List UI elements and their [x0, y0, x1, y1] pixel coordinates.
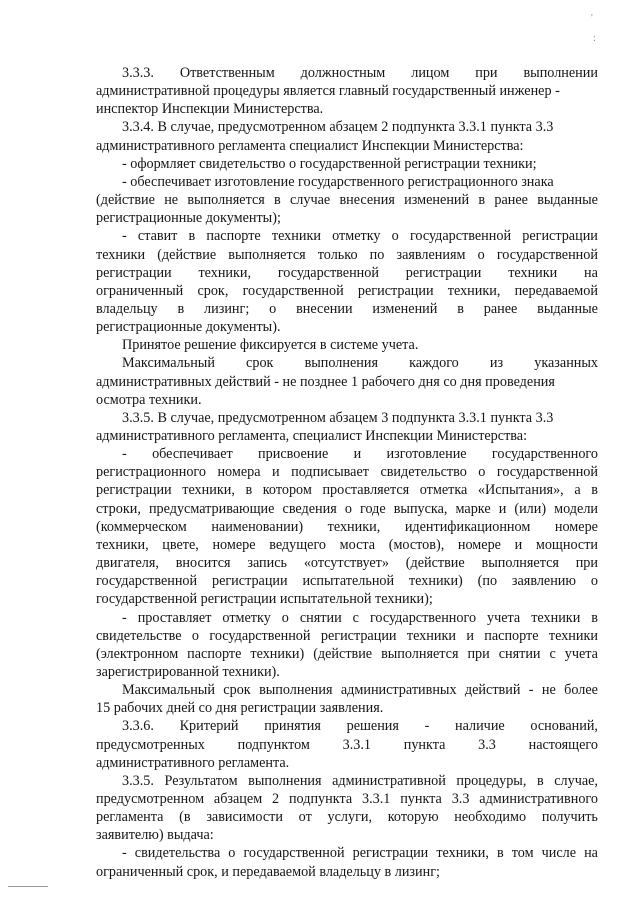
text-line: техники, цвете, номере ведущего моста (мостов), номере и мощности [96, 536, 598, 553]
text-line: регистрационного номера и подписывает свидетельство о государственной [96, 464, 598, 481]
text-line: - проставляет отметку о снятии с государственного учета техники в [122, 609, 598, 626]
text-line: предусмотренных подпунктом 3.3.1 пункта 3.3 настоящего [96, 736, 598, 753]
text-line: осмотра техники. [96, 391, 202, 408]
text-line: заявителю) выдача: [96, 827, 214, 844]
text-line: Максимальный срок выполнения каждого из указанных [122, 355, 598, 372]
text-line: - обеспечивает присвоение и изготовление государственного [122, 446, 598, 463]
text-line: государственной регистрации испытательной техники) (по заявлению о [96, 573, 598, 590]
scan-edge-line [8, 886, 48, 887]
text-line: регистрационные документы). [96, 319, 281, 336]
text-line: 15 рабочих дней со дня регистрации заявления. [96, 700, 384, 717]
text-line: регистрационные документы); [96, 210, 281, 227]
text-line: регламента (в зависимости от услуги, которую необходимо получить [96, 809, 598, 826]
text-line: двигателя, вносится запись «отсутствует» (действие выполняется при [96, 555, 598, 572]
text-line: свидетельстве о государственной регистрации техники и паспорте техники [96, 627, 598, 644]
text-line: 3.3.5. Результатом выполнения административной процедуры, в случае, [122, 772, 598, 789]
text-line: (действие не выполняется в случае внесения изменений в ранее выданные [96, 192, 598, 209]
text-line: техники (действие выполняется только по заявлениям о государственной [96, 246, 598, 263]
text-line: - оформляет свидетельство о государственной регистрации техники; [122, 155, 537, 172]
text-line: 3.3.6. Критерий принятия решения - наличие оснований, [122, 718, 598, 735]
text-line: - свидетельства о государственной регистрации техники, в том числе на [122, 845, 598, 862]
text-line: Максимальный срок выполнения административных действий - не более [122, 682, 598, 699]
text-line: 3.3.3. Ответственным должностным лицом при выполнении [122, 65, 598, 81]
text-line: ограниченный срок, и передаваемой владельцу в лизинг; [96, 863, 440, 880]
text-line: административного регламента. [96, 754, 290, 771]
text-line: государственной регистрации испытательной техники); [96, 591, 433, 608]
text-line: предусмотренном абзацем 2 подпункта 3.3.1 пункта 3.3 административного [96, 791, 598, 807]
text-line: административного регламента, специалист Инспекции Министерства: [96, 428, 528, 444]
text-line: - ставит в паспорте техники отметку о государственной регистрации [122, 228, 598, 245]
text-line: владельцу в лизинг; о внесении изменений в ранее выданные [96, 300, 598, 317]
text-line: административных действий - не позднее 1 рабочего дня со дня проведения [96, 373, 555, 390]
text-line: Принятое решение фиксируется в системе учета. [122, 337, 419, 354]
text-line: (электронном паспорте техники) (действие выполняется при снятии с учета [96, 645, 598, 662]
text-line: регистрации техники, в котором проставляется отметка «Испытания», а в [96, 482, 598, 499]
text-line: регистрации техники, государственной регистрации техники на [96, 264, 598, 281]
text-line: 3.3.5. В случае, предусмотренном абзацем 3 подпункта 3.3.1 пункта 3.3 [122, 409, 554, 426]
text-line: - обеспечивает изготовление государственного регистрационного знака [122, 173, 554, 190]
scan-mark: : [593, 33, 596, 44]
text-line: административной процедуры является главный государственный инженер - [96, 83, 560, 100]
text-line: зарегистрированной техники). [96, 663, 280, 680]
scan-mark: ' [591, 13, 593, 24]
text-line: 3.3.4. В случае, предусмотренном абзацем 2 подпункта 3.3.1 пункта 3.3 [122, 119, 554, 136]
text-line: административного регламента специалист Инспекции Министерства: [96, 137, 524, 154]
text-line: ограниченный срок, государственной регистрации техники, передаваемой [96, 282, 598, 299]
text-line: строки, предусматривающие сведения о годе выпуска, марке и (или) модели [96, 500, 598, 517]
text-line: (коммерческом наименовании) техники, идентификационном номере [96, 518, 598, 535]
text-line: инспектор Инспекции Министерства. [96, 101, 324, 118]
